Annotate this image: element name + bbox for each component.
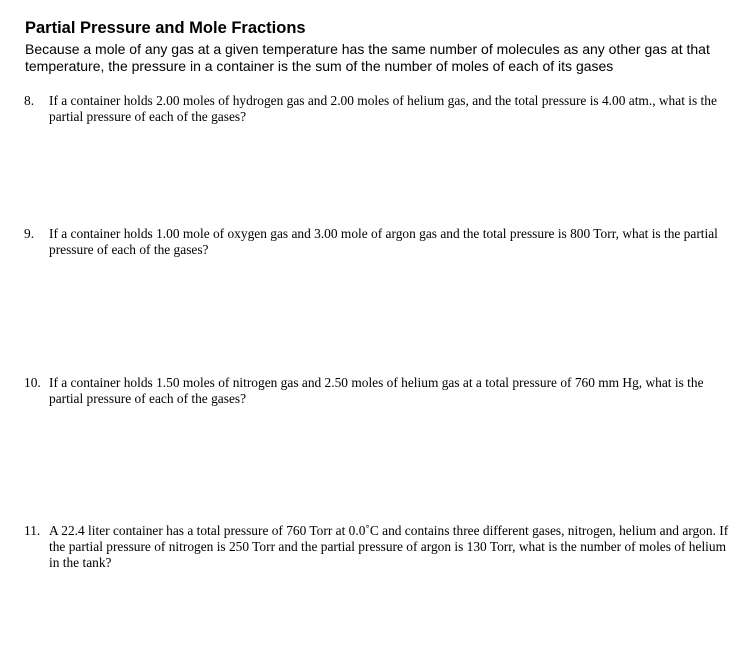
page-title: Partial Pressure and Mole Fractions (25, 19, 306, 37)
question-text: If a container holds 1.50 moles of nitrogen gas and 2.50 moles of helium gas at a total pressure of 760 mm Hg, what is the partial pressure of each of the gases? (49, 375, 704, 406)
question-8 (24, 93, 736, 125)
question-10 (24, 375, 736, 407)
question-9 (24, 226, 736, 258)
question-11 (24, 523, 736, 571)
question-number: 9. (24, 226, 35, 241)
question-text: A 22.4 liter container has a total pressure of 760 Torr at 0.0˚C and contains three different gases, nitrogen, helium and argon. If the partial pressure of nitrogen is 250 Torr and the partial pressure of argon is 130 Torr, what is the number of moles of helium in the tank? (49, 523, 729, 570)
question-text: If a container holds 1.00 mole of oxygen gas and 3.00 mole of argon gas and the total pressure is 800 Torr, what is the partial pressure of each of the gases? (49, 226, 718, 257)
question-number: 10. (24, 375, 41, 390)
question-text: If a container holds 2.00 moles of hydrogen gas and 2.00 moles of helium gas, and the total pressure is 4.00 atm., what is the partial pressure of each of the gases? (49, 93, 717, 124)
question-number: 8. (24, 93, 35, 108)
question-number: 11. (24, 523, 41, 538)
intro-paragraph: Because a mole of any gas at a given temperature has the same number of molecules as any other gas at that temperature, the pressure in a container is the sum of the number of moles of each of its gases (25, 41, 710, 74)
